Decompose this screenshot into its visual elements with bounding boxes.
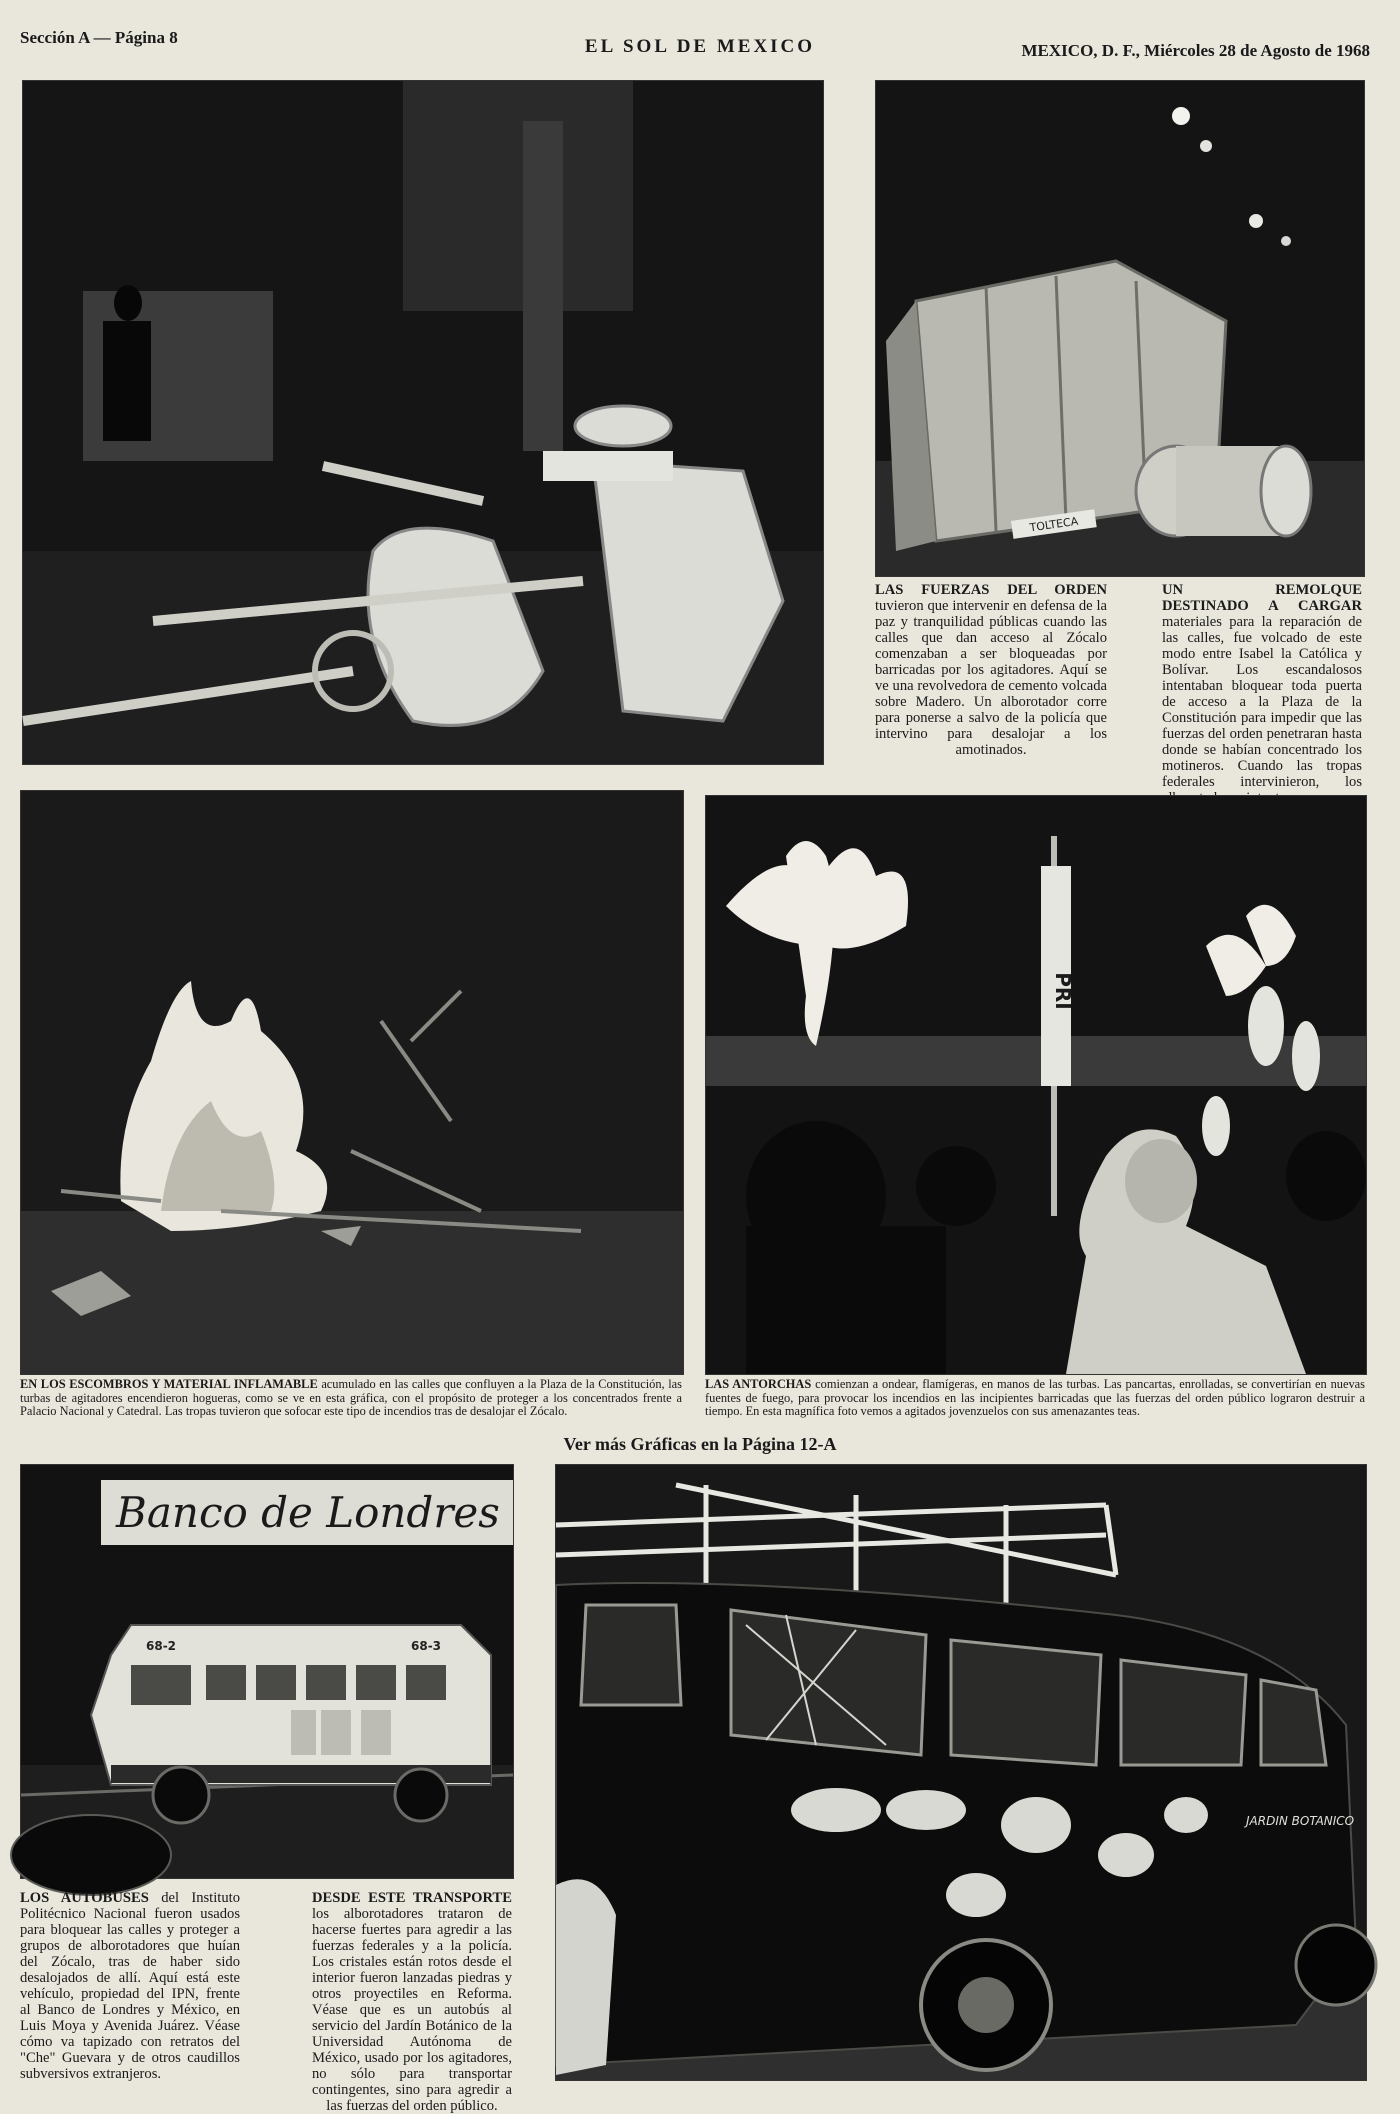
caption-body: tuvieron que intervenir en defensa de la paz y tranquilidad públicas cuando las calles que dan acceso al Zócalo comenzaban a ser bloqueadas por barricadas por los agitadores. Aquí se ve una revolvedora de cemento volcada sobre Madero. Un alborotador corre para ponerse a salvo de la policía que intervino para desalojar a los amotinados.: [875, 598, 1107, 758]
bus-number: 68-2: [146, 1639, 177, 1653]
caption-lead: LAS FUERZAS DEL ORDEN: [875, 582, 1107, 598]
caption-body: los alborotadores trataron de hacerse fuertes para agredir a las fuerzas federales y a la policía. Los cristales están rotos desde el interior fueron lanzadas piedras y otros proyectiles en Reforma. Véase que es un autobús al servicio del Jardín Botánico de la Universidad Autónoma de México, usado por los agitadores, no sólo para transportar contingentes, sino para agredir a las fuerzas del orden público.: [312, 1906, 512, 2114]
photo-cement-mixer: [22, 80, 824, 765]
banner-text: PRI: [1051, 972, 1075, 1010]
van-side-text: JARDIN BOTANICO: [1246, 1814, 1355, 1828]
dateline: MEXICO, D. F., Miércoles 28 de Agosto de 1968: [1021, 41, 1370, 60]
photo-bonfire: [20, 790, 684, 1375]
caption-torches: [705, 1378, 1365, 1430]
section-label: Sección A — Página 8: [20, 28, 178, 47]
caption-fire: [20, 1378, 682, 1430]
caption-lead: UN REMOLQUE DESTINADO A CARGAR: [1162, 582, 1362, 614]
caption-lead: EN LOS ESCOMBROS Y MATERIAL INFLAMABLE: [20, 1377, 318, 1391]
caption-body: materiales para la reparación de las calles, fue volcado de este modo entre Isabel la Católica y Bolívar. Los escandalosos intentaban bloquear toda puerta de acceso a la Plaza de la Constitución para impedir que las fuerzas del orden penetraran hasta donde se habían concentrado los motineros. Cuando las tropas federales intervinieron, los: [1162, 614, 1362, 790]
see-more-link: Ver más Gráficas en la Página 12-A: [563, 1434, 837, 1454]
caption-body: comienzan a ondear, flamígeras, en manos de las turbas. Las pancartas, enrolladas, se convertirían en nuevas fuentes de fuego, para provocar los incendios en las incipientes barricadas que las fuerzas del orden público lograron destruir a tiempo. En esta magnífica foto vemos a agitados jovenzuelos con sus amenazantes teas.: [705, 1377, 1365, 1419]
photo-trailer: [875, 80, 1365, 577]
masthead: EL SOL DE MEXICO: [584, 36, 816, 57]
bank-sign: Banco de Londres: [116, 1488, 500, 1537]
photo-torches: [705, 795, 1367, 1375]
caption-lead: DESDE ESTE TRANSPORTE: [312, 1890, 512, 1906]
caption-trailer: [1162, 582, 1362, 792]
tolteca-sign: TOLTECA: [1028, 514, 1080, 535]
photo-van: [555, 1464, 1367, 2081]
photo-ipn-bus: [20, 1464, 514, 1879]
caption-cement-mixer: [875, 582, 1107, 767]
caption-body: del Instituto Politécnico Nacional fueron usados para bloquear las calles y proteger a grupos de alborotadores que huían del Zócalo, tras de haber sido desalojados de allí. Aquí está este vehículo, propiedad del IPN, frente al Banco de Londres y México, en Luis Moya y Avenida Juárez. Véase cómo va tapizado con retratos del "Che" Guevara y de otros caudillos subversivos extranjeros.: [20, 1890, 240, 2082]
caption-transport: [312, 1890, 512, 2114]
caption-body: acumulado en las calles que confluyen a la Plaza de la Constitución, las turbas de agitadores encendieron hogueras, como se ve en esta gráfica, con el propósito de proteger a los concentrados frente a Palacio Nacional y Catedral. Las tropas tuvieron que sofocar este tipo de incendios tras de desalojar el Zócalo.: [20, 1377, 682, 1419]
caption-lead: LOS AUTOBUSES: [20, 1890, 149, 1906]
bus-side-number: 68-3: [411, 1639, 442, 1653]
caption-buses: [20, 1890, 240, 2095]
caption-lead: LAS ANTORCHAS: [705, 1377, 812, 1391]
